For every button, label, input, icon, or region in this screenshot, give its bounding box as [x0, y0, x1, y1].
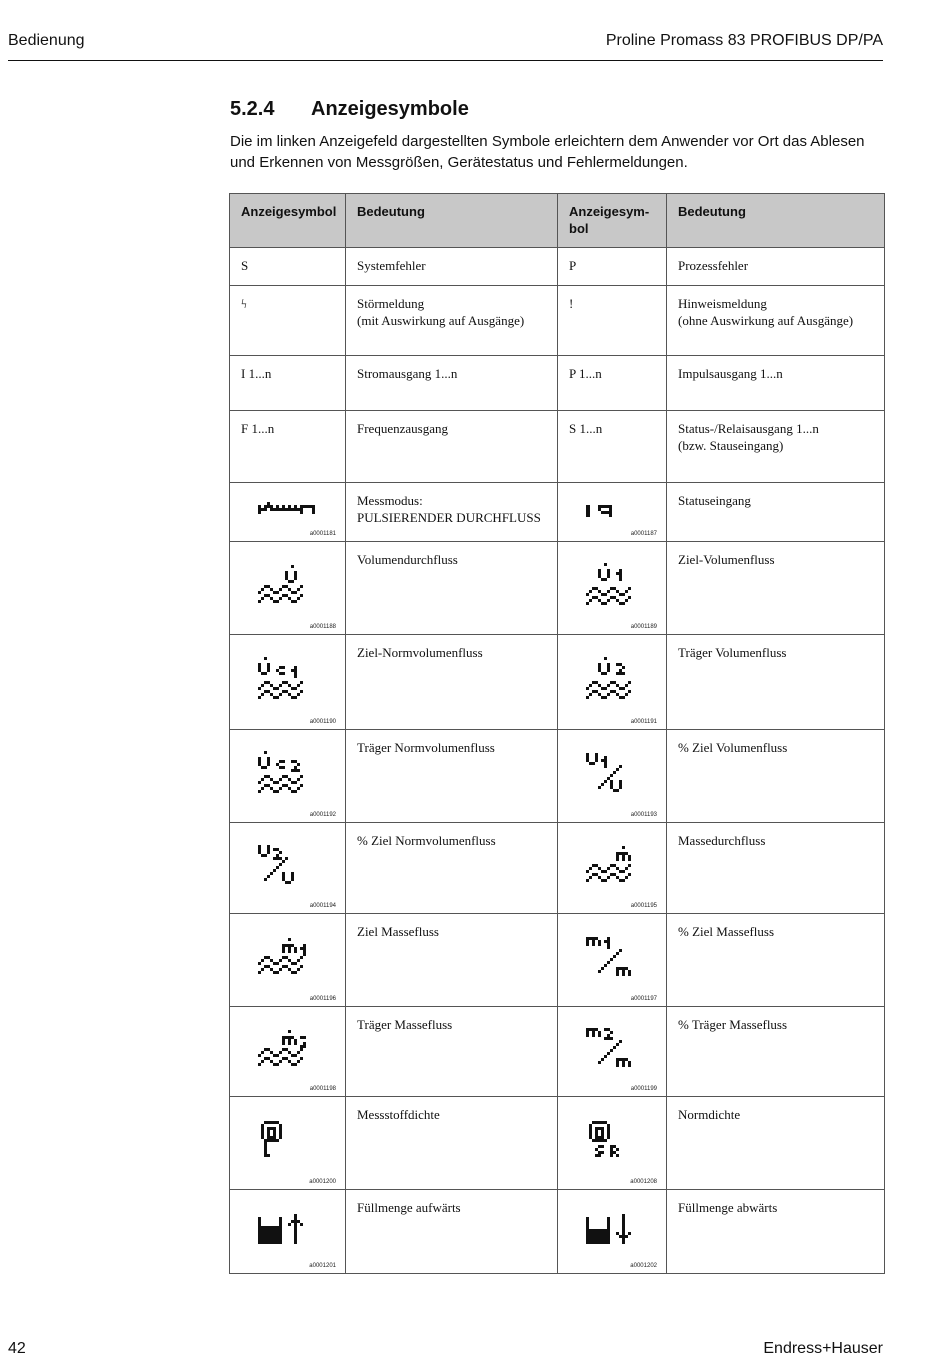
meaning-cell: Messstoffdichte [357, 1107, 440, 1122]
header-symbol-2-line1: Anzeigesym- [569, 204, 650, 219]
percent-target-mass-flow-icon [586, 937, 631, 976]
fill-up-icon [258, 1211, 303, 1244]
figure-code: a0001201 [309, 1263, 336, 1269]
meaning-cell: Träger Normvolumenfluss [357, 740, 495, 755]
figure-code: a0001195 [630, 903, 657, 909]
symbol-text-cell: P [569, 258, 577, 273]
meaning-cell: Stromausgang 1...n [357, 366, 458, 381]
section-title: Anzeigesymbole [311, 98, 469, 120]
meaning-cell: Frequenzausgang [357, 421, 448, 436]
figure-code: a0001197 [630, 996, 657, 1002]
meaning-cell: Statuseingang [678, 493, 751, 508]
volume-flow-icon [258, 565, 303, 604]
figure-code: a0001187 [630, 531, 657, 537]
figure-code: a0001194 [309, 903, 336, 909]
symbol-text-cell: P 1...n [569, 366, 602, 381]
target-corrected-volume-flow-icon [258, 657, 303, 699]
table-row [230, 1097, 885, 1190]
table-row [230, 356, 885, 411]
carrier-mass-flow-icon [258, 1030, 306, 1066]
table-row [230, 914, 885, 1007]
figure-code: a0001193 [630, 812, 657, 818]
figure-code: a0001181 [309, 531, 336, 537]
target-mass-flow-icon [258, 938, 306, 974]
symbol-text-cell: F 1...n [241, 421, 275, 436]
table-header-row [230, 194, 885, 248]
meaning-cell: Systemfehler [357, 258, 426, 273]
meaning-cell: Träger Volumenfluss [678, 645, 787, 660]
table-row [230, 730, 885, 823]
table-row [230, 823, 885, 914]
meaning-cell: Normdichte [678, 1107, 741, 1122]
symbol-text-cell: ϟ [241, 296, 247, 311]
meaning-cell: Träger Massefluss [357, 1017, 453, 1032]
figure-code: a0001190 [309, 719, 336, 725]
status-input-icon [586, 499, 613, 517]
header-product-name: Proline Promass 83 PROFIBUS DP/PA [605, 32, 883, 49]
header-symbol-1: Anzeigesymbol [241, 204, 337, 219]
header-symbol-2-line2: bol [569, 221, 589, 236]
header-divider [8, 60, 883, 61]
header-meaning-1: Bedeutung [357, 204, 425, 219]
header-section-label: Bedienung [8, 32, 85, 49]
meaning-cell: Ziel Massefluss [357, 924, 439, 939]
meaning-cell: Prozessfehler [678, 258, 749, 273]
page-number: 42 [8, 1340, 26, 1357]
carrier-corrected-volume-flow-icon [258, 751, 303, 793]
meaning-cell: Ziel-Volumenfluss [678, 552, 775, 567]
meaning-cell: Messmodus: PULSIERENDER DURCHFLUSS [357, 493, 541, 525]
figure-code: a0001202 [630, 1263, 657, 1269]
table-row [230, 1007, 885, 1097]
header-meaning-2: Bedeutung [678, 204, 746, 219]
percent-carrier-mass-flow-icon [586, 1028, 631, 1067]
table-row [230, 1190, 885, 1274]
density-icon [258, 1121, 282, 1157]
symbol-text-cell: S [241, 258, 249, 273]
figure-code: a0001199 [630, 1086, 657, 1092]
table-row [230, 286, 885, 356]
meaning-cell: Füllmenge abwärts [678, 1200, 778, 1215]
figure-code: a0001191 [630, 719, 657, 725]
symbol-text-cell: S 1...n [569, 421, 603, 436]
meaning-cell: Impulsausgang 1...n [678, 366, 783, 381]
figure-code: a0001198 [309, 1086, 336, 1092]
percent-target-volume-flow-icon [586, 753, 622, 792]
figure-code: a0001188 [309, 624, 336, 630]
percent-target-corrected-volume-flow-icon [258, 845, 294, 884]
meaning-cell: Hinweismeldung (ohne Auswirkung auf Ausgänge) [678, 296, 854, 328]
table-row [230, 542, 885, 635]
table-row [230, 635, 885, 730]
meaning-cell: Massedurchfluss [678, 833, 766, 848]
header-symbol-2 [558, 194, 666, 246]
figure-code: a0001192 [309, 812, 336, 818]
target-volume-flow-icon [586, 563, 631, 605]
carrier-volume-flow-icon [586, 657, 631, 699]
meaning-cell: % Träger Massefluss [678, 1017, 788, 1032]
meaning-cell: % Ziel Massefluss [678, 924, 775, 939]
mass-flow-icon [586, 846, 631, 882]
figure-code: a0001189 [630, 624, 657, 630]
symbol-table [229, 193, 885, 1274]
table-row [230, 483, 885, 542]
figure-code: a0001196 [309, 996, 336, 1002]
symbol-text-cell: ! [569, 296, 574, 311]
meaning-cell: Ziel-Normvolumenfluss [357, 645, 483, 660]
meaning-cell: % Ziel Normvolumenfluss [357, 833, 496, 848]
table-row [230, 411, 885, 483]
reference-density-icon [586, 1121, 622, 1157]
pulsating-flow-icon [258, 499, 315, 517]
intro-paragraph: Die im linken Anzeigefeld dargestellten Symbole erleichtern dem Anwender vor Ort das Ablesen und Erkennen von Messgrößen, Gerätestatus und Fehlermeldungen. [230, 133, 865, 171]
meaning-cell: Füllmenge aufwärts [357, 1200, 461, 1215]
meaning-cell: Störmeldung (mit Auswirkung auf Ausgänge) [357, 296, 525, 328]
table-row [230, 248, 885, 286]
section-number: 5.2.4 [230, 98, 275, 120]
figure-code: a0001200 [309, 1179, 336, 1185]
meaning-cell: Volumendurchfluss [357, 552, 458, 567]
fill-down-icon [586, 1211, 631, 1244]
footer-brand: Endress+Hauser [763, 1340, 883, 1357]
symbol-text-cell: I 1...n [241, 366, 272, 381]
meaning-cell: % Ziel Volumenfluss [678, 740, 788, 755]
meaning-cell: Status-/Relaisausgang 1...n (bzw. Stauseingang) [678, 421, 819, 453]
figure-code: a0001208 [630, 1179, 657, 1185]
